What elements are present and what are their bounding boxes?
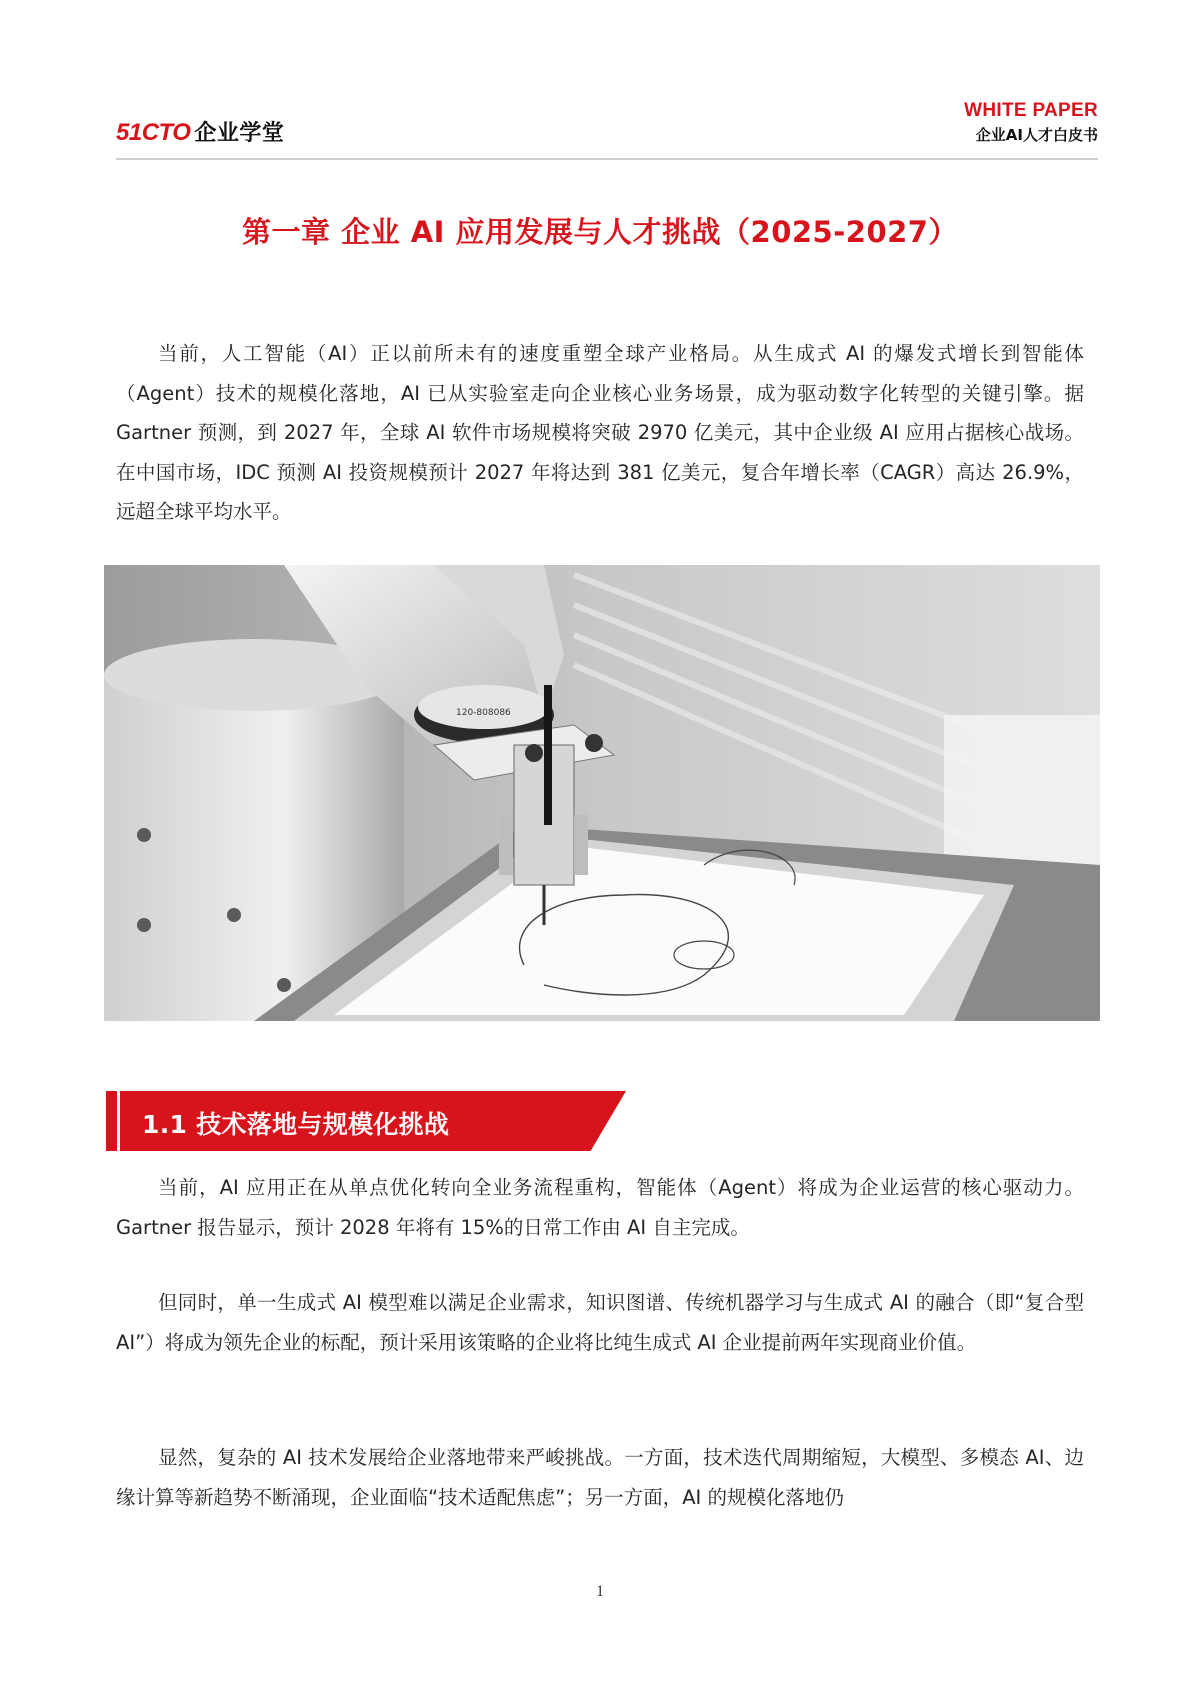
robot-arm-photo (104, 565, 1100, 1021)
logo (116, 116, 284, 147)
intro-paragraph: 当前，人工智能（AI）正以前所未有的速度重塑全球产业格局。从生成式 AI 的爆发式增长到智能体（Agent）技术的规模化落地，AI 已从实验室走向企业核心业务场景，成为驱动数字化转型的关键引擎。据 Gartner 预测，到 2027 年，全球 AI 软件市场规模将突破 2970 亿美元，其中企业级 AI 应用占据核心战场。在中国市场，IDC 预测 AI 投资规模预计 2027 年将达到 381 亿美元，复合年增长率（CAGR）高达 26.9%，远超全球平均水平。 (116, 342, 1084, 523)
section-paragraph-3: 显然，复杂的 AI 技术发展给企业落地带来严峻挑战。一方面，技术迭代周期缩短，大模型、多模态 AI、边缘计算等新趋势不断涌现，企业面临“技术适配焦虑”；另一方面，AI 的规模化落地仍 (116, 1446, 1084, 1509)
section-paragraph-1: 当前，AI 应用正在从单点优化转向全业务流程重构，智能体（Agent）将成为企业运营的核心驱动力。Gartner 报告显示，预计 2028 年将有 15%的日常工作由 AI 自主完成。 (116, 1176, 1084, 1239)
section-title: 1.1 技术落地与规模化挑战 (142, 1110, 450, 1139)
logo-brand: 51CTO (116, 119, 191, 146)
photo-label: 120-808086 (456, 708, 511, 718)
section-paragraph-2: 但同时，单一生成式 AI 模型难以满足企业需求，知识图谱、传统机器学习与生成式 AI 的融合（即“复合型 AI”）将成为领先企业的标配，预计采用该策略的企业将比纯生成式 AI 企业提前两年实现商业价值。 (116, 1291, 1084, 1354)
logo-org: 企业学堂 (194, 121, 285, 146)
page-header (116, 98, 1098, 160)
document-title: 企业AI人才白皮书 (975, 126, 1098, 144)
section-accent-bar (106, 1091, 117, 1151)
page-number: 1 (596, 1583, 604, 1600)
chapter-title: 第一章 企业 AI 应用发展与人才挑战（2025-2027） (242, 215, 958, 249)
section-heading (106, 1091, 626, 1151)
robot-arm-illustration (104, 565, 1100, 1021)
document-badge (964, 100, 1098, 145)
document-type: WHITE PAPER (964, 100, 1098, 121)
